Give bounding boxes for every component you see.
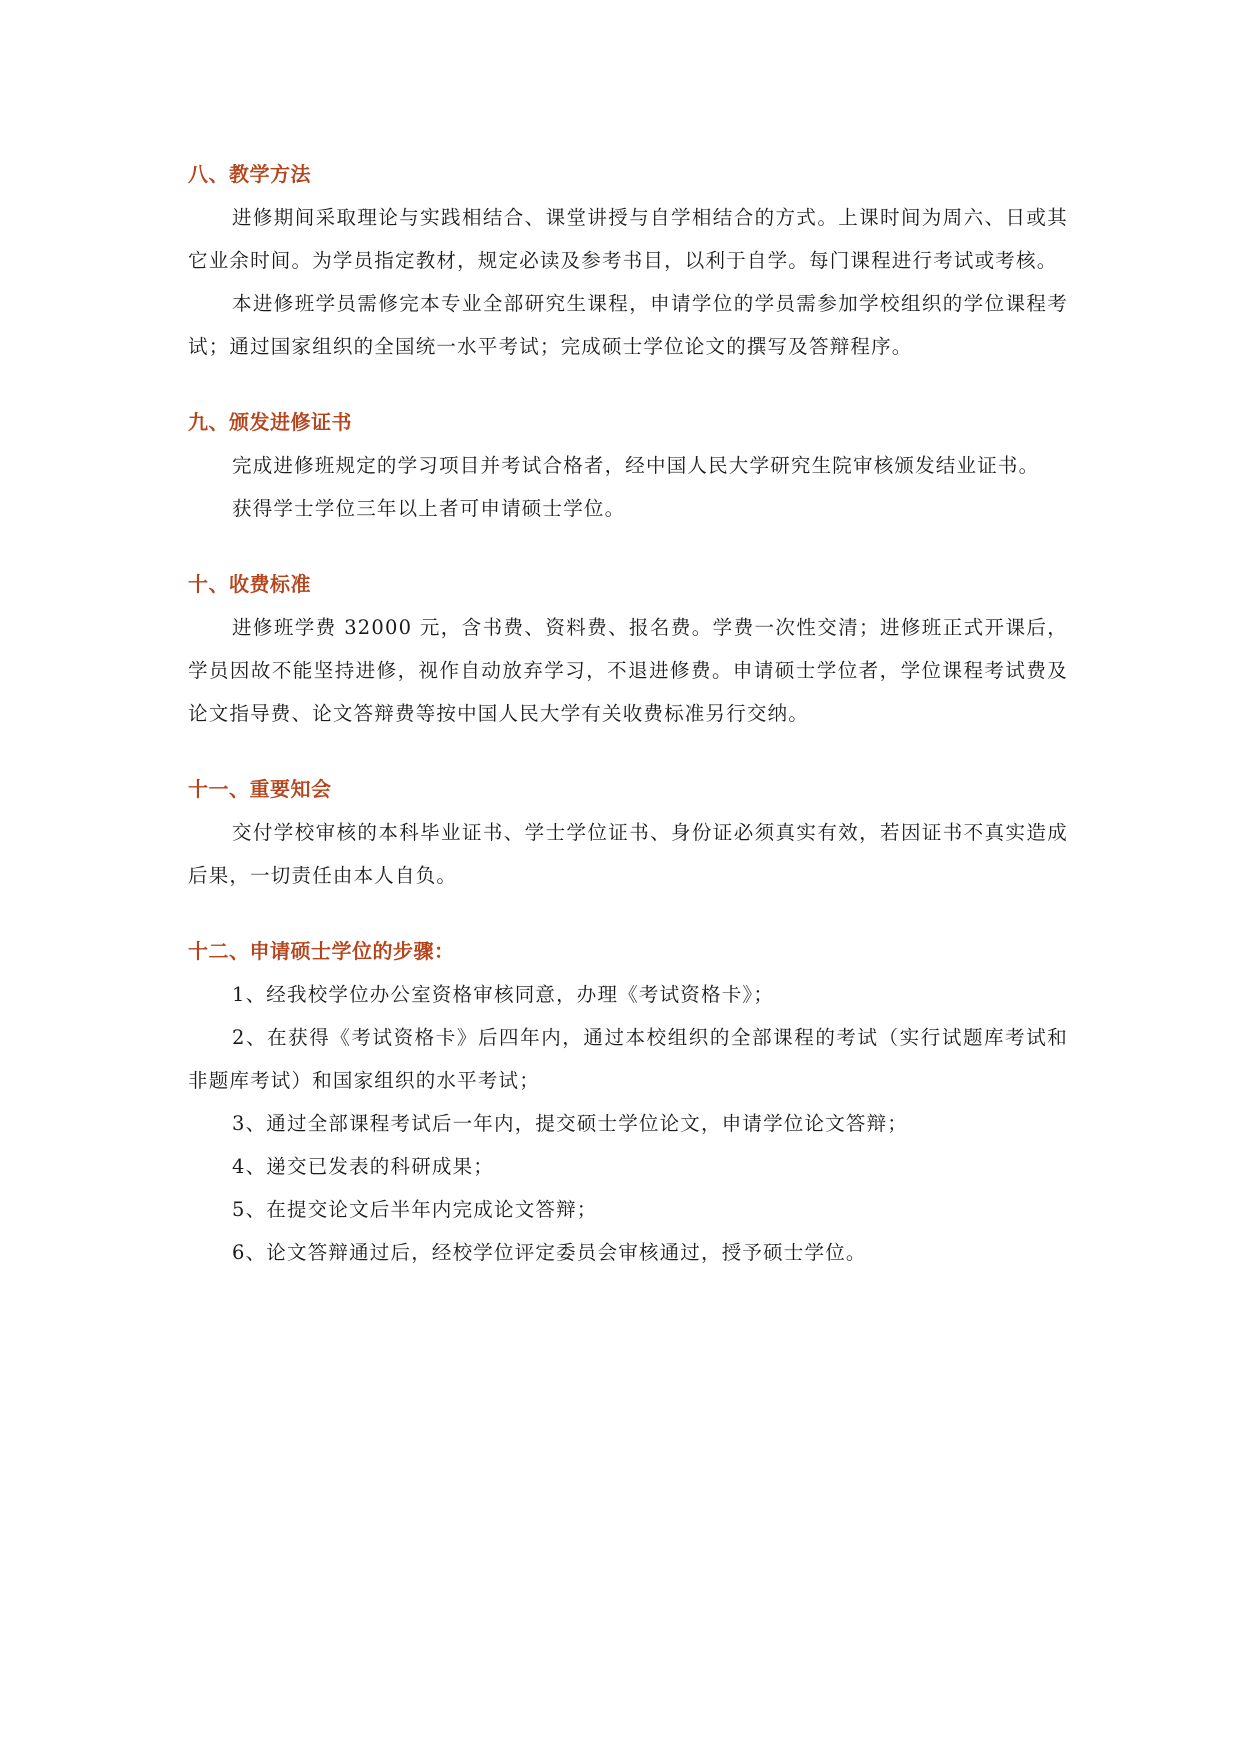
- step-item: 5、在提交论文后半年内完成论文答辩；: [232, 1198, 598, 1221]
- section-heading: 八、教学方法: [188, 162, 311, 186]
- document-page: [188, 160, 1068, 1274]
- section-degree-steps: [188, 937, 1068, 1274]
- paragraph: 进修期间采取理论与实践相结合、课堂讲授与自学相结合的方式。上课时间为周六、日或其它业余时间。为学员指定教材，规定必读及参考书目，以利于自学。每门课程进行考试或考核。: [188, 206, 1068, 272]
- section-fees: [188, 570, 1068, 735]
- paragraph: 进修班学费 32000 元，含书费、资料费、报名费。学费一次性交清；进修班正式开课后，学员因故不能坚持进修，视作自动放弃学习，不退进修费。申请硕士学位者，学位课程考试费及论文指导费、论文答辩费等按中国人民大学有关收费标准另行交纳。: [188, 616, 1068, 725]
- section-heading: 十一、重要知会: [188, 777, 332, 801]
- step-item: 4、递交已发表的科研成果；: [232, 1155, 495, 1178]
- step-item: 6、论文答辩通过后，经校学位评定委员会审核通过，授予硕士学位。: [232, 1241, 867, 1264]
- section-heading: 十二、申请硕士学位的步骤：: [188, 939, 455, 963]
- section-certificate: [188, 408, 1068, 530]
- paragraph: 完成进修班规定的学习项目并考试合格者，经中国人民大学研究生院审核颁发结业证书。: [232, 454, 1040, 477]
- step-item: 3、通过全部课程考试后一年内，提交硕士学位论文，申请学位论文答辩；: [232, 1112, 909, 1135]
- section-heading: 九、颁发进修证书: [188, 410, 352, 434]
- section-notice: [188, 775, 1068, 897]
- paragraph: 交付学校审核的本科毕业证书、学士学位证书、身份证必须真实有效，若因证书不真实造成后果，一切责任由本人自负。: [188, 821, 1068, 887]
- step-item: 1、经我校学位办公室资格审核同意，办理《考试资格卡》；: [232, 983, 775, 1006]
- section-heading: 十、收费标准: [188, 572, 311, 596]
- section-teaching-method: [188, 160, 1068, 368]
- step-item: 2、在获得《考试资格卡》后四年内，通过本校组织的全部课程的考试（实行试题库考试和非题库考试）和国家组织的水平考试；: [188, 1026, 1068, 1092]
- paragraph: 获得学士学位三年以上者可申请硕士学位。: [232, 497, 626, 520]
- paragraph: 本进修班学员需修完本专业全部研究生课程，申请学位的学员需参加学校组织的学位课程考试；通过国家组织的全国统一水平考试；完成硕士学位论文的撰写及答辩程序。: [188, 292, 1068, 358]
